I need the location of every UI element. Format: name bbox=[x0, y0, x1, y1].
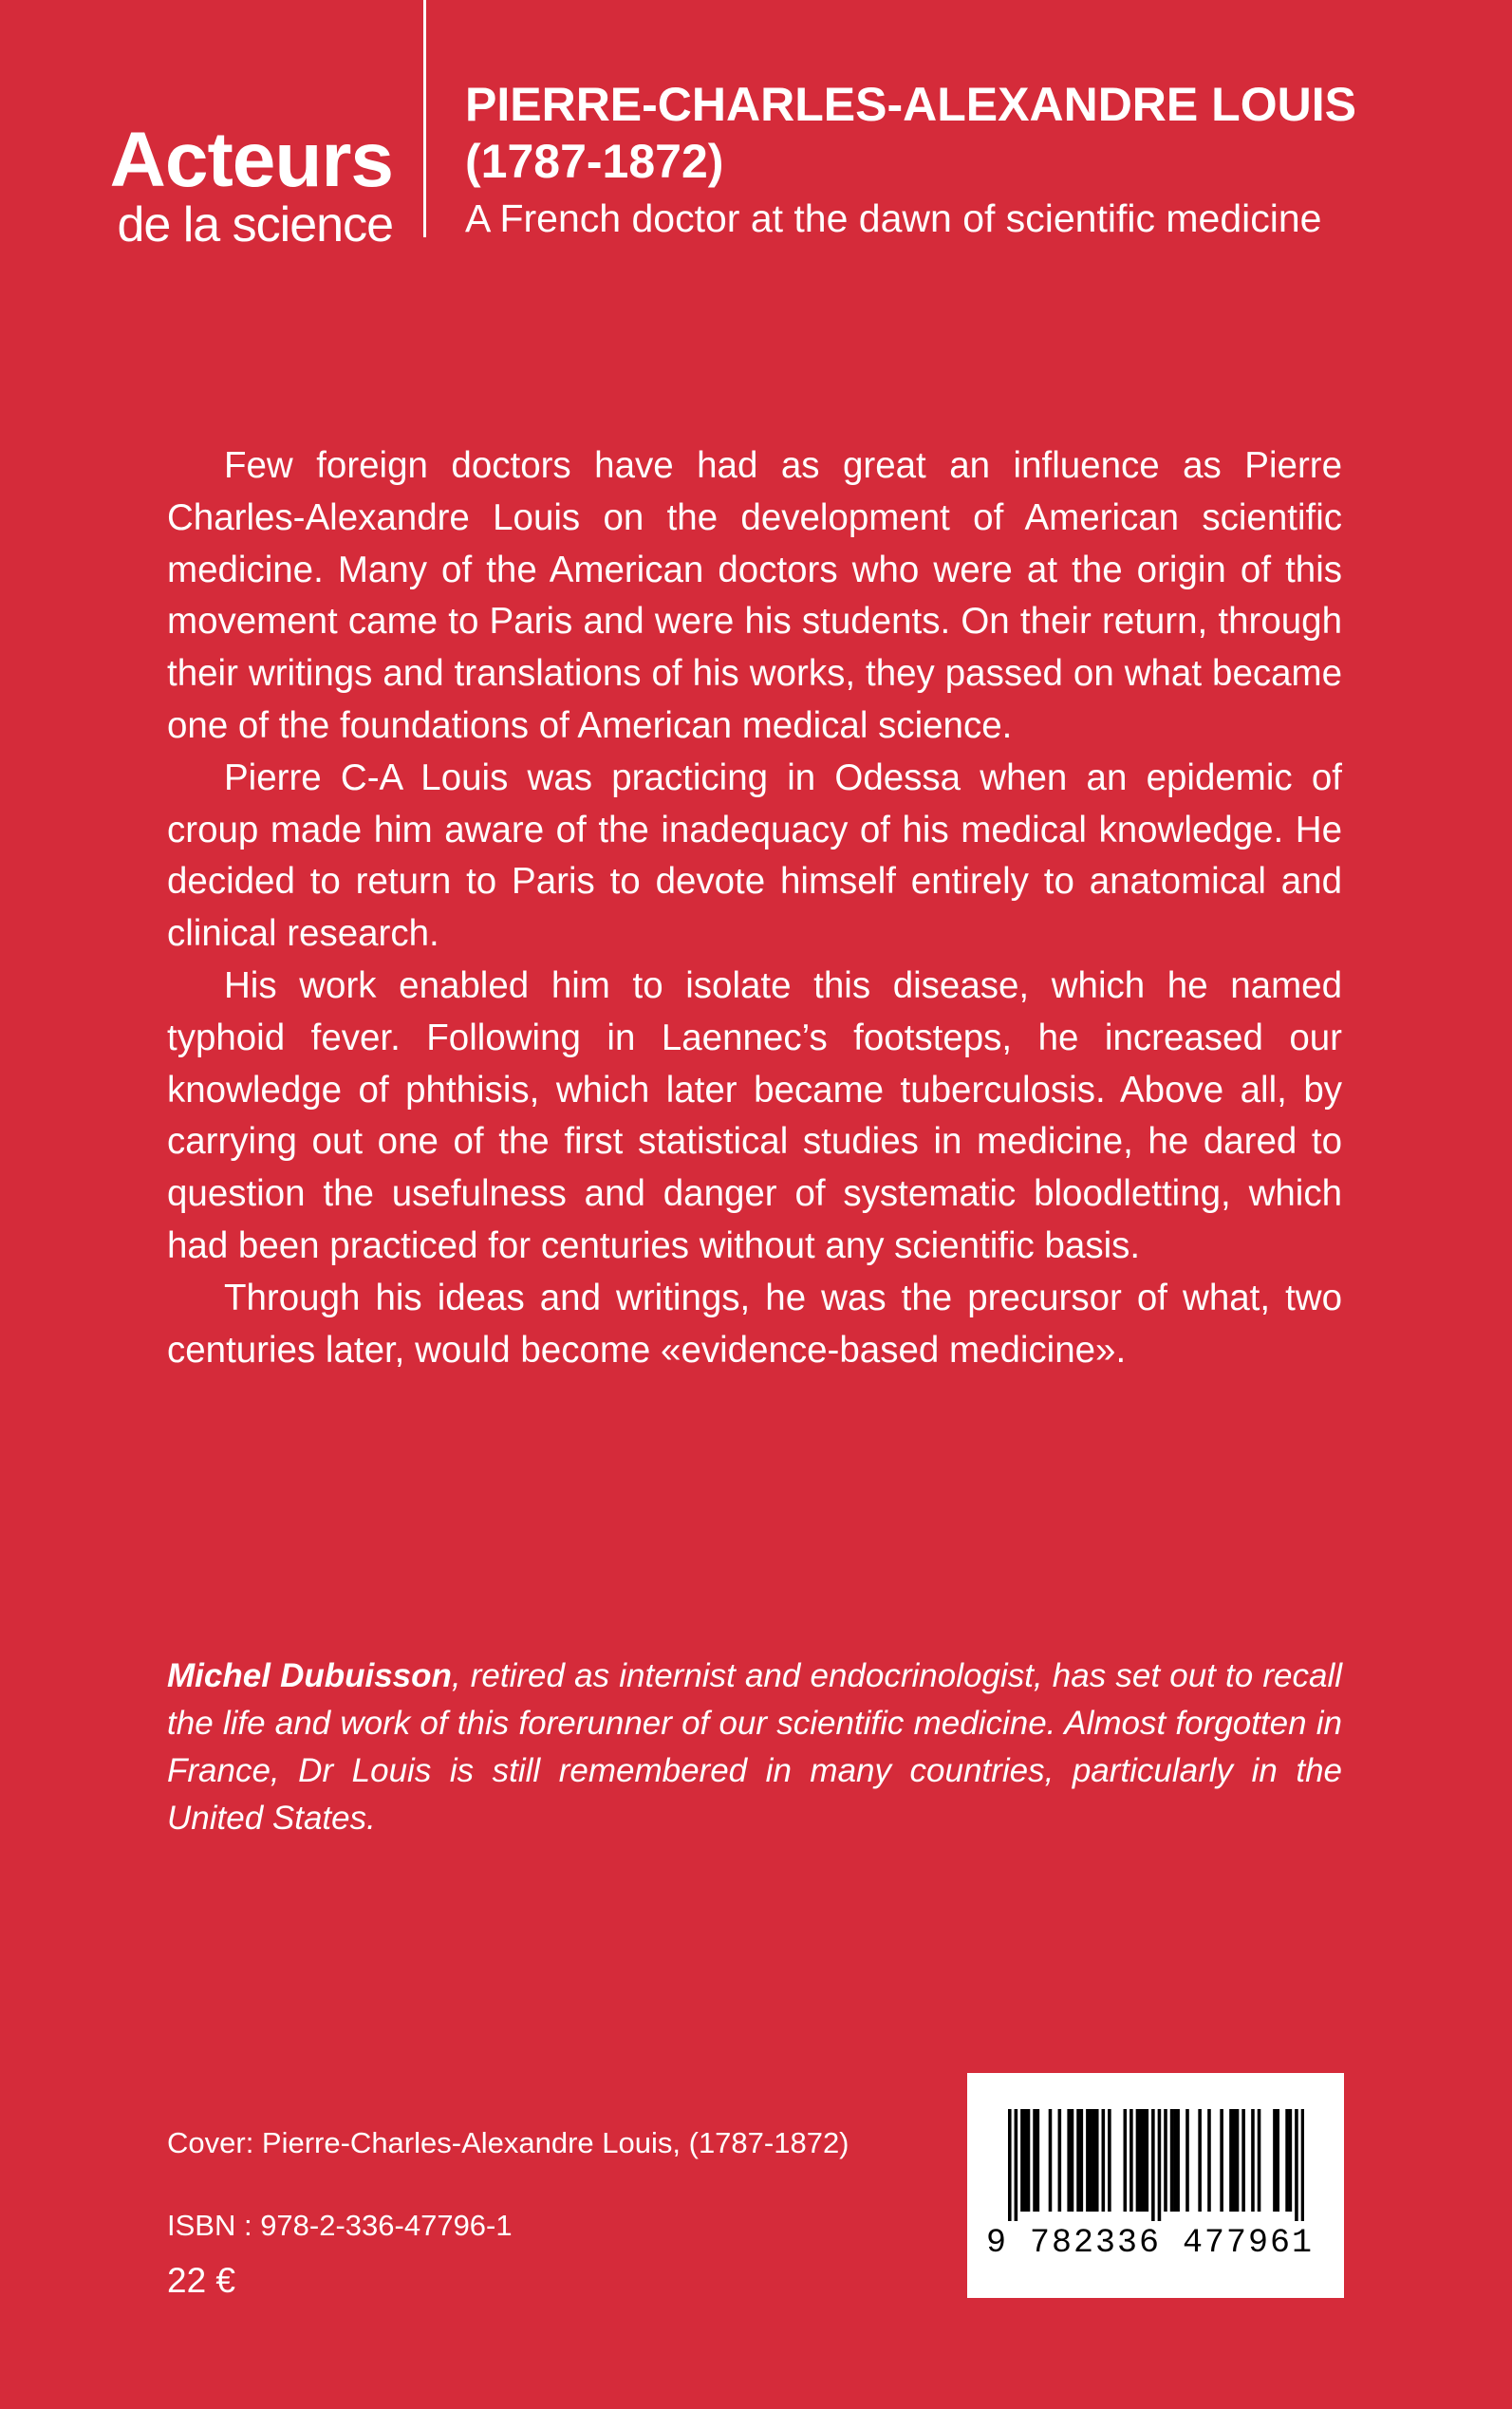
barcode-bar bbox=[1142, 2109, 1146, 2212]
barcode-bar bbox=[1071, 2109, 1074, 2212]
barcode-bar bbox=[1295, 2109, 1298, 2221]
barcode-bar bbox=[1251, 2109, 1255, 2212]
barcode-bar bbox=[1151, 2109, 1155, 2221]
header-divider bbox=[423, 0, 426, 237]
barcode-bar bbox=[1080, 2109, 1084, 2212]
barcode-bar bbox=[1095, 2109, 1099, 2212]
barcode-bar bbox=[1124, 2109, 1128, 2212]
barcode-bar bbox=[1176, 2109, 1180, 2212]
series-name-sub: de la science bbox=[117, 197, 393, 252]
barcode-bar bbox=[1049, 2109, 1053, 2212]
barcode-bar bbox=[1220, 2109, 1223, 2212]
barcode-bar bbox=[1023, 2109, 1027, 2212]
barcode-bar bbox=[1058, 2109, 1062, 2212]
author-bio-text: , retired as internist and endocrinologist, has set out to recall the life and work of this forerunner of our scientific medicine. Almost forgotten in France, Dr Louis is still remembered in many countries, particularly in the United States. bbox=[167, 1657, 1343, 1837]
barcode-bar bbox=[1273, 2109, 1277, 2212]
barcode-bar bbox=[1164, 2109, 1167, 2212]
author-bio bbox=[167, 1653, 1342, 1842]
barcode-bar bbox=[1036, 2109, 1040, 2212]
barcode bbox=[967, 2073, 1344, 2298]
barcode-bar bbox=[1241, 2109, 1245, 2212]
blurb-paragraph: Through his ideas and writings, he was the precursor of what, two centuries later, would become «evidence-based medicine». bbox=[167, 1277, 1342, 1371]
cover-credit: Cover: Pierre-Charles-Alexandre Louis, (1787-1872) bbox=[167, 2126, 849, 2159]
barcode-bar bbox=[1207, 2109, 1211, 2212]
barcode-bar bbox=[1008, 2109, 1012, 2221]
author-bio-paragraph bbox=[167, 1653, 1342, 1842]
barcode-bar bbox=[1129, 2109, 1133, 2212]
series-name-main: Acteurs bbox=[109, 117, 393, 203]
barcode-bar bbox=[1067, 2109, 1071, 2212]
barcode-bar bbox=[1146, 2109, 1149, 2212]
barcode-bar bbox=[1015, 2109, 1018, 2221]
barcode-bar bbox=[1301, 2109, 1304, 2221]
barcode-bar bbox=[1258, 2109, 1261, 2212]
author-name: Michel Dubuisson bbox=[167, 1657, 452, 1694]
barcode-bar bbox=[1173, 2109, 1177, 2212]
book-subtitle: A French doctor at the dawn of scientific medicine bbox=[465, 196, 1322, 240]
barcode-bar bbox=[1229, 2109, 1233, 2212]
barcode-bar bbox=[1089, 2109, 1092, 2212]
barcode-bar bbox=[1136, 2109, 1140, 2212]
barcode-bar bbox=[1170, 2109, 1174, 2212]
barcode-digits: 9 782336 477961 bbox=[986, 2224, 1315, 2262]
barcode-bar bbox=[1232, 2109, 1236, 2212]
book-title-dates: (1787-1872) bbox=[465, 135, 724, 188]
barcode-bar bbox=[1033, 2109, 1036, 2212]
blurb bbox=[167, 440, 1342, 1376]
barcode-bar bbox=[1158, 2109, 1162, 2221]
isbn: ISBN : 978-2-336-47796-1 bbox=[167, 2209, 513, 2242]
barcode-bar bbox=[1289, 2109, 1293, 2212]
barcode-bar bbox=[1092, 2109, 1096, 2212]
barcode-bar bbox=[1086, 2109, 1090, 2212]
blurb-paragraph: Few foreign doctors have had as great an influence as Pierre Charles-Alexandre Louis on the development of American scientific medicine. Many of the American doctors who were at the origin of this movement came to Paris and were his students. On their return, through their writings and translations of his works, they passed on what became one of the foundations of American medical science. bbox=[167, 445, 1342, 746]
barcode-bar bbox=[1020, 2109, 1024, 2212]
barcode-bar bbox=[1139, 2109, 1143, 2212]
barcode-bar bbox=[1198, 2109, 1202, 2212]
barcode-bar bbox=[1076, 2109, 1080, 2212]
barcode-bars bbox=[1008, 2109, 1304, 2221]
barcode-bar bbox=[1236, 2109, 1240, 2212]
barcode-bar bbox=[1102, 2109, 1106, 2212]
barcode-bar bbox=[1285, 2109, 1289, 2212]
title-block bbox=[465, 76, 1471, 243]
series-logo bbox=[99, 117, 393, 252]
blurb-paragraph: His work enabled him to isolate this disease, which he named typhoid fever. Following in Laennec’s footsteps, he increased our knowledge of phthisis, which later became tuberculosis. Above all, by carrying out one of the first statistical studies in medicine, he dared to question the usefulness and danger of systematic bloodletting, which had been practiced for centuries without any scientific basis. bbox=[167, 964, 1342, 1266]
barcode-bar bbox=[1185, 2109, 1189, 2212]
barcode-bar bbox=[1108, 2109, 1111, 2212]
barcode-bar bbox=[1276, 2109, 1279, 2212]
book-title: PIERRE-CHARLES-ALEXANDRE LOUIS bbox=[465, 78, 1356, 131]
price: 22 € bbox=[167, 2261, 236, 2300]
blurb-paragraph: Pierre C-A Louis was practicing in Odessa when an epidemic of croup made him aware of the inadequacy of his medical knowledge. He decided to return to Paris to devote himself entirely to anatomical and clinical research. bbox=[167, 756, 1342, 955]
barcode-bar bbox=[1027, 2109, 1031, 2212]
